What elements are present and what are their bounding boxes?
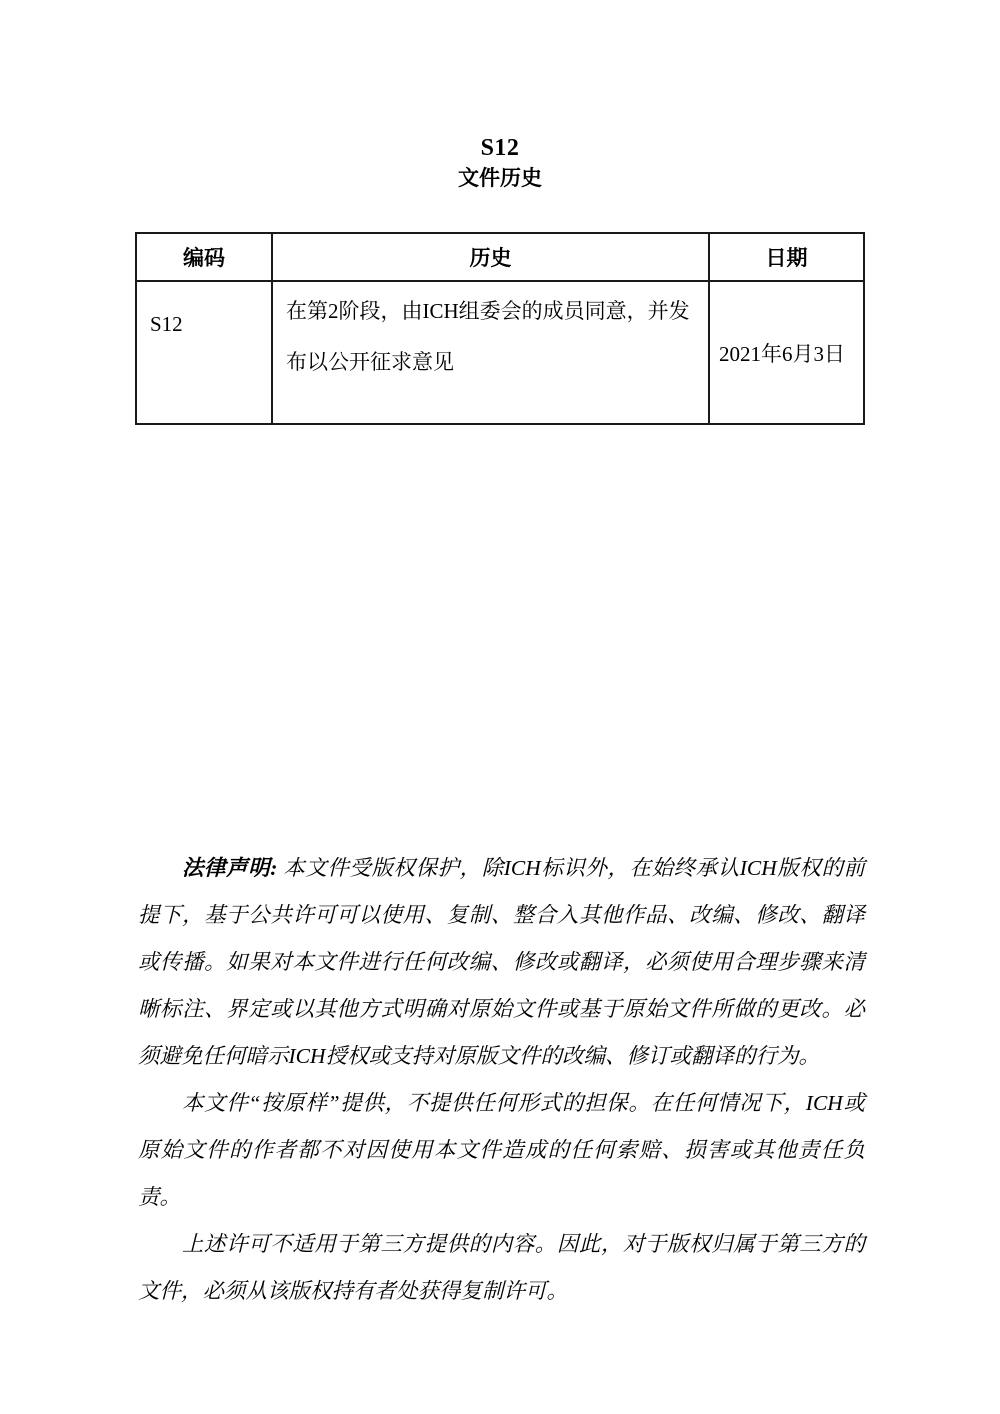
- legal-paragraph-2: 本文件“按原样”提供，不提供任何形式的担保。在任何情况下，ICH或原始文件的作者都不对因使用本文件造成的任何索赔、损害或其他责任负责。: [138, 1091, 865, 1209]
- table-header-row: [136, 233, 864, 281]
- table-header-history: 历史: [272, 233, 709, 281]
- table-header-code: 编码: [136, 233, 272, 281]
- legal-paragraph-1: [138, 845, 865, 1080]
- table-cell-code: S12: [136, 281, 272, 424]
- document-history-table: [135, 232, 865, 425]
- title-subtitle: 文件历史: [458, 166, 542, 190]
- document-title: [0, 133, 1000, 193]
- legal-paragraph-1-text: 本文件受版权保护，除ICH标识外，在始终承认ICH版权的前提下，基于公共许可可以使用、复制、整合入其他作品、改编、修改、翻译或传播。如果对本文件进行任何改编、修改或翻译，必须使用合理步骤来清晰标注、界定或以其他方式明确对原始文件或基于原始文件所做的更改。必须避免任何暗示ICH授权或支持对原版文件的改编、修订或翻译的行为。: [138, 856, 865, 1068]
- title-code: S12: [480, 135, 520, 161]
- table-cell-date: 2021年6月3日: [709, 281, 864, 424]
- legal-notice-label: 法律声明:: [182, 856, 278, 880]
- legal-notice: [138, 845, 865, 1315]
- table-row: [136, 281, 864, 424]
- table-cell-history: 在第2阶段，由ICH组委会的成员同意，并发布以公开征求意见: [272, 281, 709, 424]
- table-header-date: 日期: [709, 233, 864, 281]
- legal-paragraph-3: 上述许可不适用于第三方提供的内容。因此，对于版权归属于第三方的文件，必须从该版权持有者处获得复制许可。: [138, 1232, 865, 1303]
